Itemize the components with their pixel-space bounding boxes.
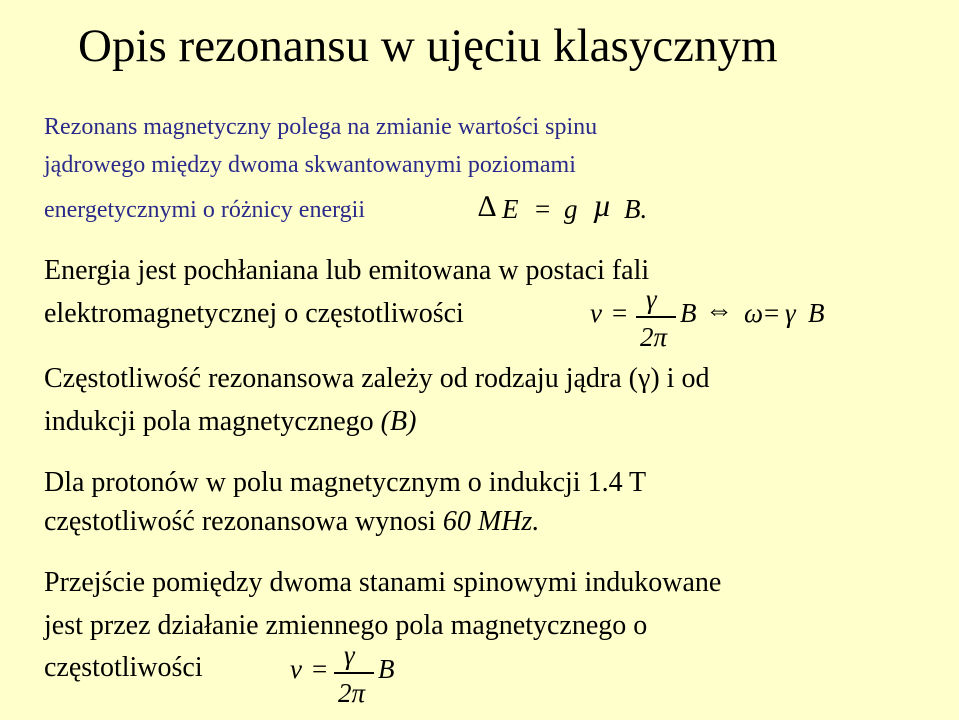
fraction-bar <box>636 316 676 318</box>
p3-line2-text: indukcji pola magnetycznego <box>44 406 381 437</box>
fraction-denominator: 2π <box>338 678 366 708</box>
p4-line1: Dla protonów w polu magnetycznym o indukcji 1.4 T <box>44 467 647 498</box>
formula-omega: ω <box>744 298 764 328</box>
formula-nu: ν <box>290 654 302 684</box>
fraction-numerator: γ <box>646 284 657 314</box>
formula-nu: ν <box>590 298 602 328</box>
formula-eq: = <box>535 194 551 224</box>
formula-B: B. <box>624 194 648 224</box>
p4-line2-italic: 60 MHz. <box>442 506 540 537</box>
formula-eq: = <box>312 654 328 684</box>
p5-line3: częstotliwości <box>44 652 203 683</box>
formula-B1: B <box>680 298 697 328</box>
fraction-denominator: 2π <box>640 322 668 352</box>
formula-mu: µ <box>593 187 612 223</box>
p1-line1: Rezonans magnetyczny polega na zmianie wartości spinu <box>44 114 598 140</box>
formula-g: g <box>564 194 578 224</box>
fraction-bar <box>334 672 374 674</box>
p3-line2-italic: (B) <box>380 406 417 437</box>
formula-B: B <box>378 654 395 684</box>
slide-title: Opis rezonansu w ujęciu klasycznym <box>78 20 778 72</box>
p1-line2: jądrowego między dwoma skwantowanymi poziomami <box>44 152 576 178</box>
formula-E: E <box>502 194 519 224</box>
iff-arrow: ⇔ <box>705 295 733 326</box>
p4-line2 <box>44 505 539 539</box>
p4-line2-text: częstotliwość rezonansowa wynosi <box>44 506 443 537</box>
p3-line2 <box>44 405 416 439</box>
formula-eq2: = <box>764 298 780 328</box>
p5-line2: jest przez działanie zmiennego pola magnetycznego o <box>44 610 648 641</box>
formula-B2: B <box>808 298 825 328</box>
formula-gamma: γ <box>785 298 796 328</box>
p2-line2: elektromagnetycznej o częstotliwości <box>44 298 464 329</box>
formula-delta: ∆ <box>478 190 497 223</box>
formula-eq1: = <box>612 298 628 328</box>
fraction-numerator: γ <box>344 640 355 670</box>
p1-line3: energetycznymi o różnicy energii <box>44 197 365 223</box>
p3-line1: Częstotliwość rezonansowa zależy od rodzaju jądra (γ) i od <box>44 363 710 394</box>
p5-line1: Przejście pomiędzy dwoma stanami spinowymi indukowane <box>44 567 722 598</box>
p2-line1: Energia jest pochłaniana lub emitowana w postaci fali <box>44 255 650 286</box>
